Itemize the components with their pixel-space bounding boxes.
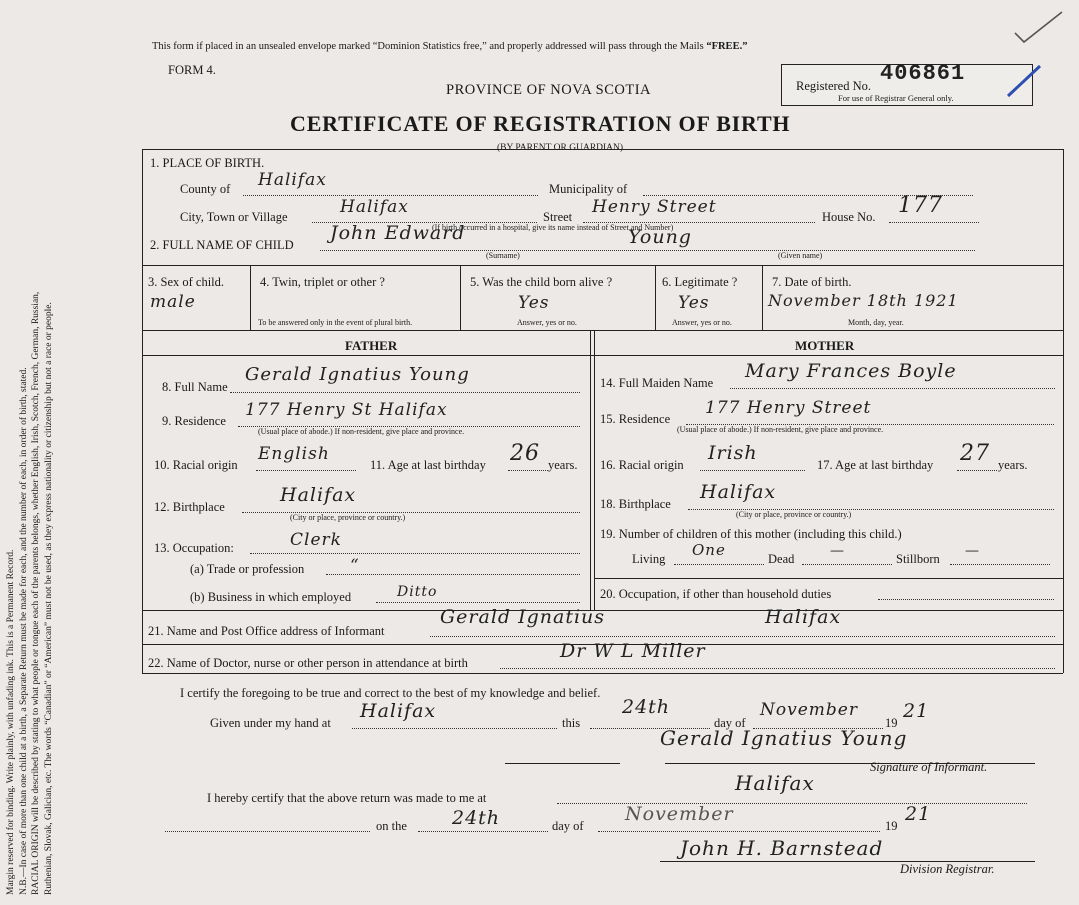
mother-occupation-label: 20. Occupation, if other than household duties xyxy=(600,587,832,601)
father-birthplace-label: 12. Birthplace xyxy=(154,500,225,514)
pen-tick-icon xyxy=(1000,62,1050,102)
county-label: County of xyxy=(180,182,231,196)
father-name-label: 8. Full Name xyxy=(162,380,228,394)
division-registrar-label: Division Registrar. xyxy=(900,862,995,876)
legitimate-value: Yes xyxy=(678,293,710,313)
mother-residence-value: 177 Henry Street xyxy=(705,398,872,418)
stillborn-value: — xyxy=(965,543,980,559)
twin-label: 4. Twin, triplet or other ? xyxy=(260,275,385,289)
father-age-label: 11. Age at last birthday xyxy=(370,458,486,472)
mother-age-value: 27 xyxy=(960,441,990,466)
father-heading: FATHER xyxy=(345,338,398,353)
given-name-note: (Given name) xyxy=(778,251,823,260)
alive-label: 5. Was the child born alive ? xyxy=(470,275,613,289)
father-residence-label: 9. Residence xyxy=(162,414,226,428)
stillborn-label: Stillborn xyxy=(896,552,940,566)
given-month-value: November xyxy=(760,700,858,720)
informant-signature: Gerald Ignatius Young xyxy=(660,726,908,750)
house-value: 177 xyxy=(898,193,943,218)
father-race-label: 10. Racial origin xyxy=(154,458,238,472)
doctor-label: 22. Name of Doctor, nurse or other person in attendance at birth xyxy=(148,656,468,670)
city-label: City, Town or Village xyxy=(180,210,288,224)
check-mark-icon xyxy=(1010,8,1070,48)
province-heading: PROVINCE OF NOVA SCOTIA xyxy=(446,82,651,98)
mother-residence-label: 15. Residence xyxy=(600,412,671,426)
mother-age-label: 17. Age at last birthday xyxy=(817,458,934,472)
given-day-value: 24th xyxy=(622,696,671,718)
margin-instructions xyxy=(5,15,120,895)
father-residence-value: 177 Henry St Halifax xyxy=(245,400,448,420)
sex-label: 3. Sex of child. xyxy=(148,275,225,289)
return-year-prefix: 19 xyxy=(885,819,898,833)
informant-label: 21. Name and Post Office address of Informant xyxy=(148,624,385,638)
business-value: Ditto xyxy=(397,584,438,600)
margin-line-3: RACIAL ORIGIN will be described by stating to what people or tongue each of the parents belongs, whether English, Irish, Scotch, French, German, Russian, xyxy=(31,291,41,895)
mother-race-value: Irish xyxy=(708,442,758,464)
return-label: I hereby certify that the above return was made to me at xyxy=(207,791,487,805)
father-birthplace-note: (City or place, province or country.) xyxy=(290,513,406,522)
hospital-note: (If birth occurred in a hospital, give its name instead of Street and Number) xyxy=(432,223,674,232)
registered-box xyxy=(781,61,1033,106)
given-under-label: Given under my hand at xyxy=(210,716,331,730)
date-note: Month, day, year. xyxy=(848,318,904,327)
city-value: Halifax xyxy=(340,197,409,217)
father-residence-note: (Usual place of abode.) If non-resident, give place and province. xyxy=(258,427,465,436)
mother-years: years. xyxy=(998,458,1028,472)
mother-name-label: 14. Full Maiden Name xyxy=(600,376,714,390)
legitimate-note: Answer, yes or no. xyxy=(672,318,732,327)
living-label: Living xyxy=(632,552,666,566)
trade-value: “ xyxy=(350,556,360,576)
margin-line-4: Ruthenian, Slovak, Galician, etc. The words “Canadian” or “American” must not be used, as they express nationality or citizenship but not a race or people. xyxy=(43,302,54,895)
child-surname: Young xyxy=(628,226,692,248)
on-the-label: on the xyxy=(376,819,407,833)
mother-residence-note: (Usual place of abode.) If non-resident, give place and province. xyxy=(677,425,884,434)
return-month-value: November xyxy=(625,803,734,825)
place-heading: 1. PLACE OF BIRTH. xyxy=(150,156,265,170)
return-year-value: 21 xyxy=(905,803,932,825)
street-label: Street xyxy=(543,210,573,224)
certify-statement: I certify the foregoing to be true and correct to the best of my knowledge and belief. xyxy=(180,686,601,700)
alive-value: Yes xyxy=(518,293,550,313)
informant-name: Gerald Ignatius xyxy=(440,606,606,628)
given-place-value: Halifax xyxy=(360,700,437,722)
father-birthplace-value: Halifax xyxy=(280,484,357,506)
given-year-prefix: 19 xyxy=(885,716,898,730)
mother-name-value: Mary Frances Boyle xyxy=(745,360,957,382)
municipality-label: Municipality of xyxy=(549,182,628,196)
father-name-value: Gerald Ignatius Young xyxy=(245,364,470,385)
certificate-title: CERTIFICATE OF REGISTRATION OF BIRTH xyxy=(290,111,791,136)
certificate-subtitle: (BY PARENT OR GUARDIAN) xyxy=(497,143,624,153)
mother-birthplace-note: (City or place, province or country.) xyxy=(736,510,852,519)
business-label: (b) Business in which employed xyxy=(190,590,352,604)
mother-heading: MOTHER xyxy=(795,338,855,353)
form-number: FORM 4. xyxy=(168,63,216,77)
father-occupation-label: 13. Occupation: xyxy=(154,541,234,555)
date-value: November 18th 1921 xyxy=(768,291,959,310)
date-label: 7. Date of birth. xyxy=(772,275,852,289)
margin-line-2: N.B.—In case of more than one child at a birth, a Separate Return must be made for each, and the number of each, in order of birth, stated. xyxy=(18,367,29,895)
dead-label: Dead xyxy=(768,552,795,566)
registrar-signature: John H. Barnstead xyxy=(680,836,884,860)
mother-birthplace-value: Halifax xyxy=(700,481,777,503)
county-value: Halifax xyxy=(258,170,327,190)
sex-value: male xyxy=(150,292,196,312)
registered-number: 406861 xyxy=(880,61,966,86)
father-occupation-value: Clerk xyxy=(290,530,342,550)
living-value: One xyxy=(692,541,726,559)
alive-note: Answer, yes or no. xyxy=(517,318,577,327)
child-given-name: John Edward xyxy=(330,222,466,244)
this-label: this xyxy=(562,716,581,730)
doctor-value: Dr W L Miller xyxy=(560,640,706,662)
informant-place: Halifax xyxy=(765,606,842,628)
child-name-label: 2. FULL NAME OF CHILD xyxy=(150,238,294,252)
surname-note: (Surname) xyxy=(486,251,520,260)
twin-note: To be answered only in the event of plural birth. xyxy=(258,318,413,327)
mother-birthplace-label: 18. Birthplace xyxy=(600,497,671,511)
return-day-value: 24th xyxy=(452,807,501,829)
given-year-value: 21 xyxy=(903,700,930,722)
father-race-value: English xyxy=(258,444,330,464)
house-label: House No. xyxy=(822,210,876,224)
children-count-label: 19. Number of children of this mother (including this child.) xyxy=(600,527,902,541)
return-place-value: Halifax xyxy=(735,771,815,795)
street-value: Henry Street xyxy=(592,197,717,217)
mother-race-label: 16. Racial origin xyxy=(600,458,684,472)
margin-line-1: Margin reserved for binding. Write plainly, with unfading ink. This is a Permanent Record. xyxy=(6,549,16,895)
father-age-value: 26 xyxy=(510,441,540,466)
registered-label: Registered No. xyxy=(796,79,871,93)
given-day-of-label: day of xyxy=(714,716,746,730)
dead-value: — xyxy=(830,543,845,559)
mail-note: This form if placed in an unsealed envelope marked “Dominion Statistics free,” and properly addressed will pass through the Mails “FREE.” xyxy=(152,41,748,52)
return-day-of-label: day of xyxy=(552,819,584,833)
father-years: years. xyxy=(548,458,578,472)
trade-label: (a) Trade or profession xyxy=(190,562,305,576)
signature-of-informant-label: Signature of Informant. xyxy=(870,760,988,774)
legitimate-label: 6. Legitimate ? xyxy=(662,275,738,289)
registrar-use-note: For use of Registrar General only. xyxy=(838,93,954,103)
